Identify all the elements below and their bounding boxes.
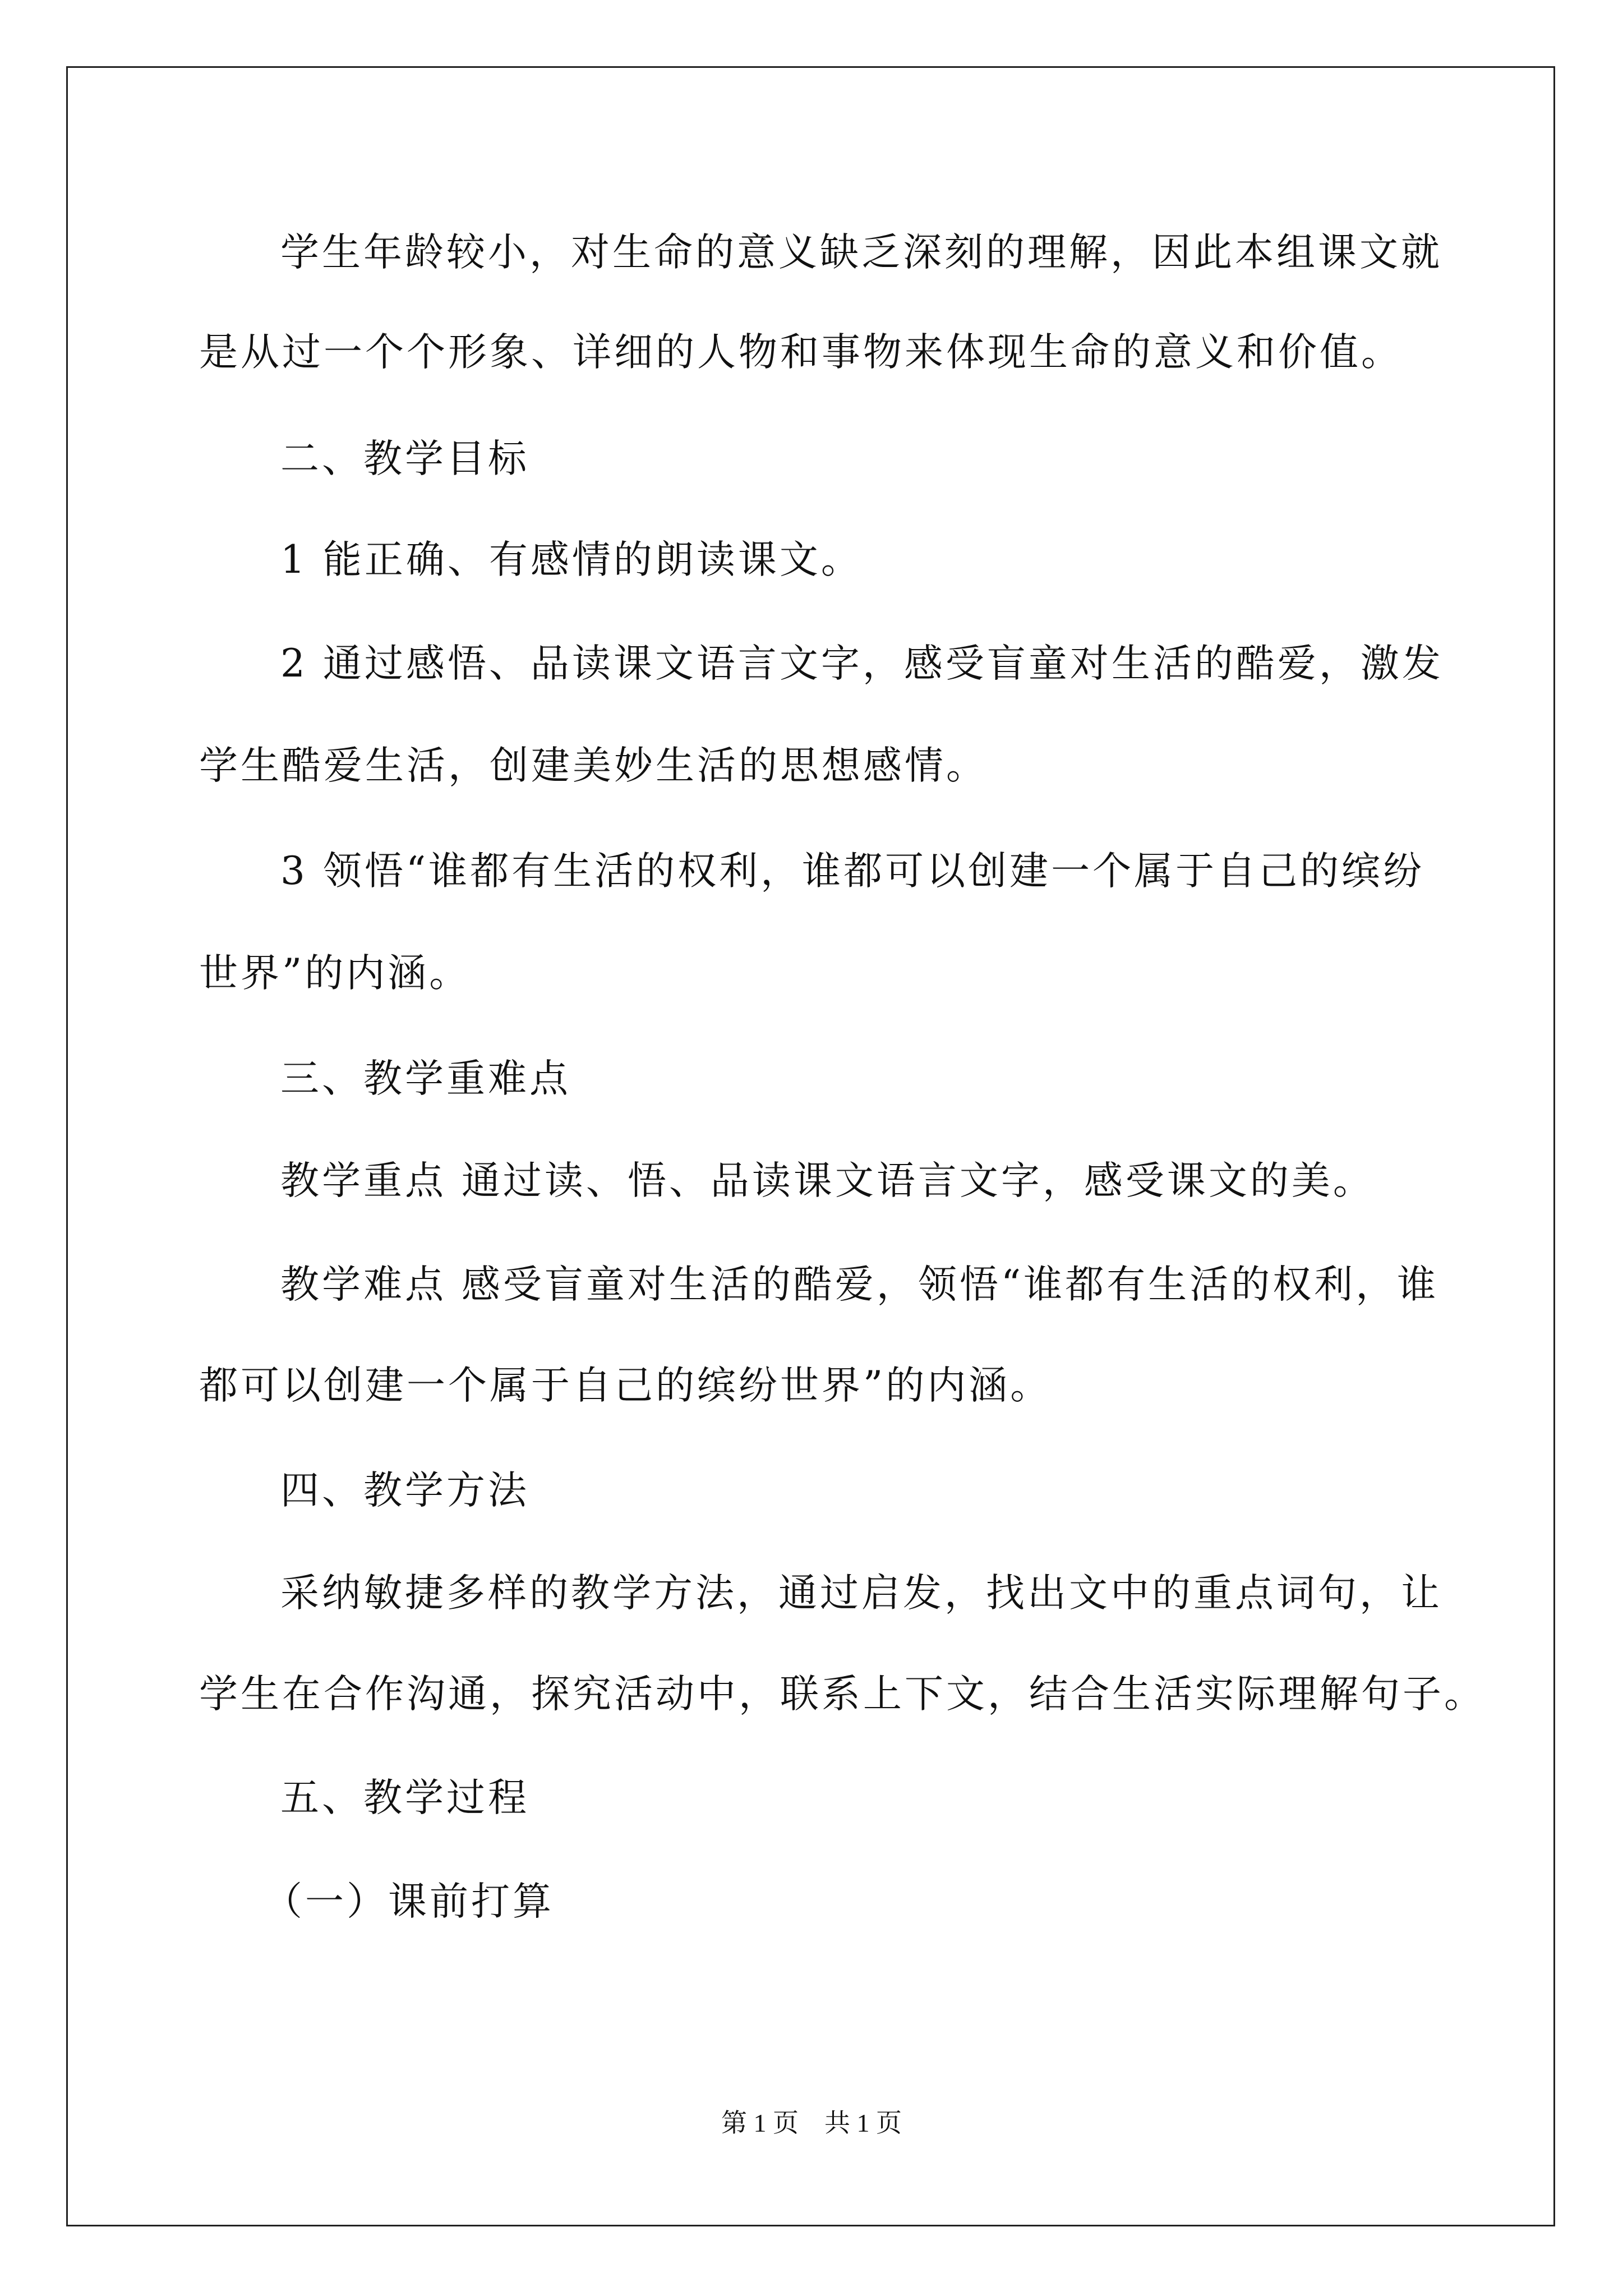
paragraph-line: 学生在合作沟通，探究活动中，联系上下文，结合生活实际理解句子。 — [199, 1672, 1486, 1717]
section-heading: 二、教学目标 — [280, 436, 529, 481]
section-heading: 五、教学过程 — [280, 1775, 529, 1820]
paragraph-line: 3 领悟“谁都有生活的权利，谁都可以创建一个属于自己的缤纷 — [280, 849, 1425, 894]
paragraph-line: 都可以创建一个属于自己的缤纷世界”的内涵。 — [199, 1363, 1052, 1408]
paragraph-line: 教学重点 通过读、悟、品读课文语言文字，感受课文的美。 — [280, 1158, 1375, 1203]
paragraph-line: 世界”的内涵。 — [199, 951, 471, 996]
paragraph-line: 采纳敏捷多样的教学方法，通过启发，找出文中的重点词句，让 — [280, 1571, 1442, 1616]
section-heading: 四、教学方法 — [280, 1468, 529, 1513]
paragraph-line: 是从过一个个形象、详细的人物和事物来体现生命的意义和价值。 — [199, 330, 1403, 375]
paragraph-line: 1 能正确、有感情的朗读课文。 — [280, 537, 863, 582]
paragraph-line: 教学难点 感受盲童对生活的酷爱，领悟“谁都有生活的权利，谁 — [280, 1262, 1439, 1307]
page-footer: 第 1 页 共 1 页 — [721, 2109, 902, 2137]
section-heading: 三、教学重难点 — [280, 1056, 571, 1101]
paragraph-line: 学生酷爱生活，创建美妙生活的思想感情。 — [199, 743, 988, 788]
paragraph-line: 2 通过感悟、品读课文语言文字，感受盲童对生活的酷爱，激发 — [280, 641, 1444, 686]
paragraph-line: 学生年龄较小，对生命的意义缺乏深刻的理解，因此本组课文就 — [280, 230, 1442, 275]
subsection-heading: （一）课前打算 — [264, 1879, 554, 1924]
